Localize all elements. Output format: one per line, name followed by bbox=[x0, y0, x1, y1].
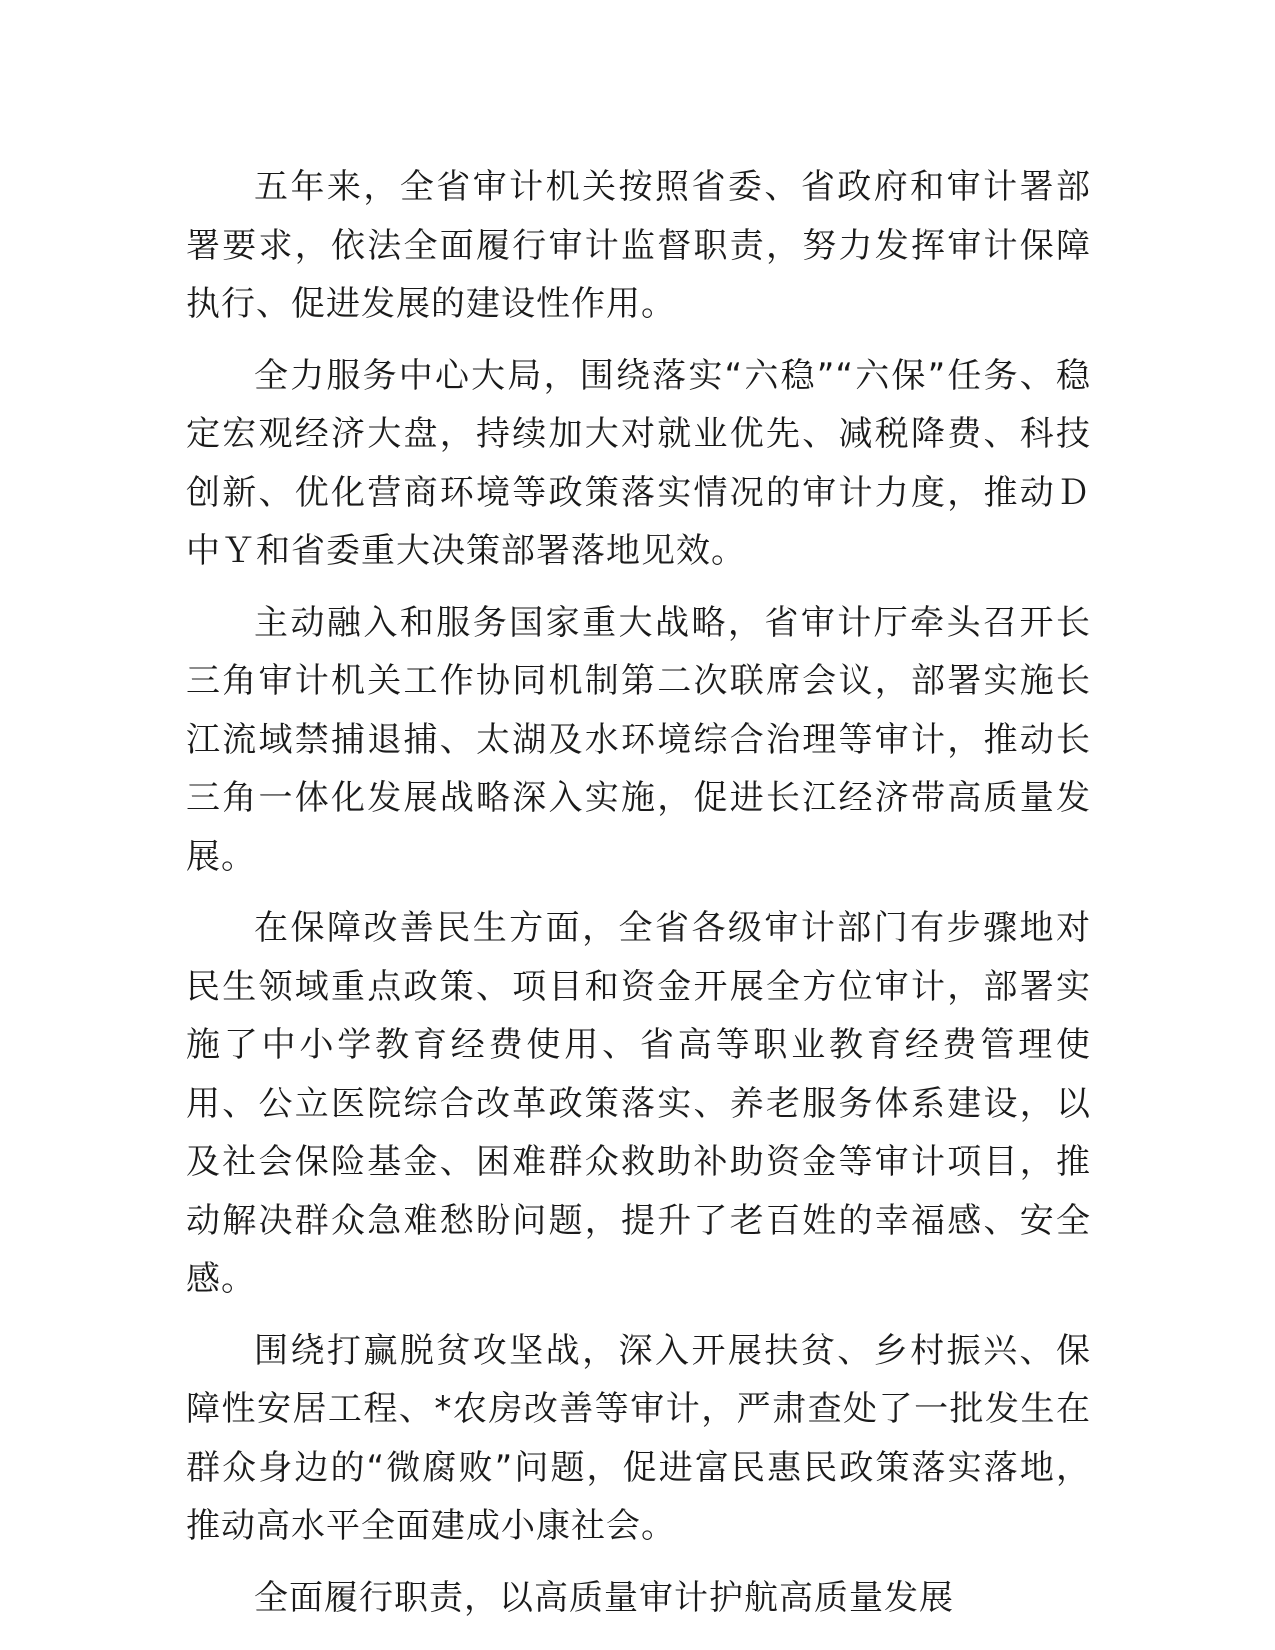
paragraph-intro: 五年来，全省审计机关按照省委、省政府和审计署部署要求，依法全面履行审计监督职责，努力发挥审计保障执行、促进发展的建设性作用。 bbox=[186, 167, 1091, 324]
paragraph-serve-overall: 全力服务中心大局，围绕落实“六稳”“六保”任务、稳定宏观经济大盘，持续加大对就业优先、减税降费、科技创新、优化营商环境等政策落实情况的审计力度，推动Ｄ中Ｙ和省委重大决策部署落地见效。 bbox=[186, 355, 1091, 571]
paragraph-section-heading: 全面履行职责，以高质量审计护航高质量发展 bbox=[254, 1577, 954, 1618]
paragraph-national-strategy: 主动融入和服务国家重大战略，省审计厅牵头召开长三角审计机关工作协同机制第二次联席会议，部署实施长江流域禁捕退捕、太湖及水环境综合治理等审计，推动长三角一体化发展战略深入实施，促进长江经济带高质量发展。 bbox=[186, 602, 1091, 877]
document-body bbox=[186, 158, 1091, 1640]
paragraph-poverty-alleviation: 围绕打赢脱贫攻坚战，深入开展扶贫、乡村振兴、保障性安居工程、*农房改善等审计，严肃查处了一批发生在群众身边的“微腐败”问题，促进富民惠民政策落实落地，推动高水平全面建成小康社会。 bbox=[186, 1330, 1091, 1546]
paragraph-livelihood: 在保障改善民生方面，全省各级审计部门有步骤地对民生领域重点政策、项目和资金开展全方位审计，部署实施了中小学教育经费使用、省高等职业教育经费管理使用、公立医院综合改革政策落实、养老服务体系建设，以及社会保险基金、困难群众救助补助资金等审计项目，推动解决群众急难愁盼问题，提升了老百姓的幸福感、安全感。 bbox=[186, 908, 1091, 1299]
